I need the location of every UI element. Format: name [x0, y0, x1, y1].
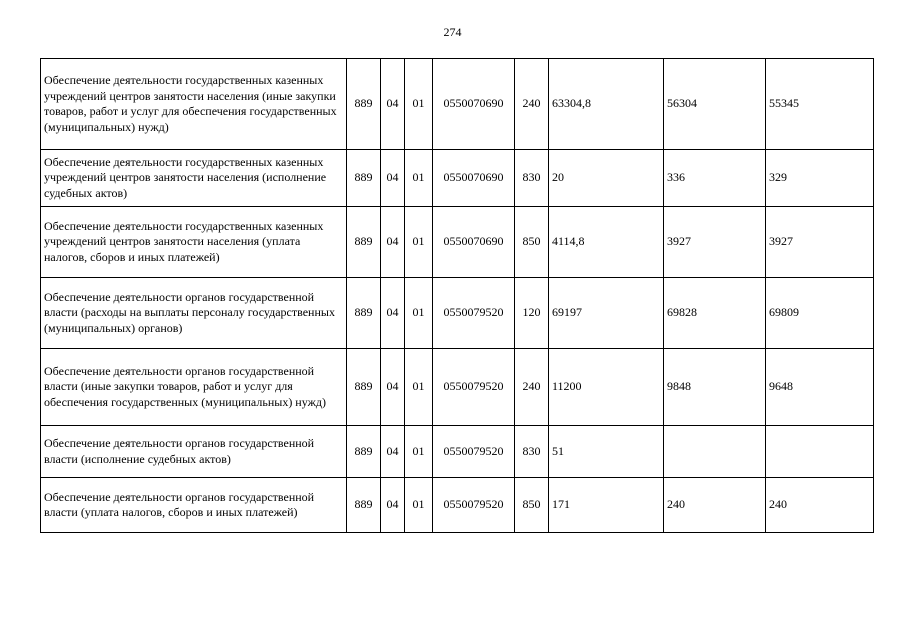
value-2-cell — [664, 426, 766, 478]
table-row — [41, 59, 874, 150]
value-1-cell: 4114,8 — [549, 207, 664, 278]
ministry-code-cell: 889 — [347, 150, 381, 207]
value-3-cell: 55345 — [766, 59, 874, 150]
value-2-cell: 9848 — [664, 349, 766, 426]
subsection-code-cell: 01 — [405, 150, 433, 207]
section-code-cell: 04 — [381, 349, 405, 426]
value-1-cell: 69197 — [549, 278, 664, 349]
target-article-cell: 0550079520 — [433, 426, 515, 478]
value-2-cell: 3927 — [664, 207, 766, 278]
value-3-cell: 69809 — [766, 278, 874, 349]
expense-type-cell: 830 — [515, 426, 549, 478]
value-2-cell: 336 — [664, 150, 766, 207]
value-2-cell: 56304 — [664, 59, 766, 150]
section-code-cell: 04 — [381, 59, 405, 150]
subsection-code-cell: 01 — [405, 349, 433, 426]
value-2-cell: 240 — [664, 478, 766, 533]
section-code-cell: 04 — [381, 478, 405, 533]
table-row — [41, 426, 874, 478]
section-code-cell: 04 — [381, 426, 405, 478]
table-row — [41, 349, 874, 426]
description-cell: Обеспечение деятельности органов государственной власти (расходы на выплаты персоналу государственных (муниципальных) органов) — [41, 278, 347, 349]
ministry-code-cell: 889 — [347, 478, 381, 533]
subsection-code-cell: 01 — [405, 207, 433, 278]
value-3-cell — [766, 426, 874, 478]
expense-type-cell: 240 — [515, 59, 549, 150]
target-article-cell: 0550079520 — [433, 478, 515, 533]
value-1-cell: 171 — [549, 478, 664, 533]
budget-table — [40, 58, 874, 533]
expense-type-cell: 240 — [515, 349, 549, 426]
value-1-cell: 20 — [549, 150, 664, 207]
value-2-cell: 69828 — [664, 278, 766, 349]
value-3-cell: 329 — [766, 150, 874, 207]
value-1-cell: 51 — [549, 426, 664, 478]
table-row — [41, 150, 874, 207]
target-article-cell: 0550070690 — [433, 207, 515, 278]
ministry-code-cell: 889 — [347, 349, 381, 426]
table-row — [41, 278, 874, 349]
value-1-cell: 63304,8 — [549, 59, 664, 150]
value-3-cell: 9648 — [766, 349, 874, 426]
page-number: 274 — [443, 25, 462, 39]
section-code-cell: 04 — [381, 278, 405, 349]
value-3-cell: 3927 — [766, 207, 874, 278]
description-cell: Обеспечение деятельности государственных казенных учреждений центров занятости населения (исполнение судебных актов) — [41, 150, 347, 207]
description-cell: Обеспечение деятельности государственных казенных учреждений центров занятости населения (иные закупки товаров, работ и услуг для обеспечения государственных (муниципальных) нужд) — [41, 59, 347, 150]
description-cell: Обеспечение деятельности государственных казенных учреждений центров занятости населения (уплата налогов, сборов и иных платежей) — [41, 207, 347, 278]
ministry-code-cell: 889 — [347, 207, 381, 278]
ministry-code-cell: 889 — [347, 426, 381, 478]
table-row — [41, 478, 874, 533]
expense-type-cell: 850 — [515, 478, 549, 533]
ministry-code-cell: 889 — [347, 59, 381, 150]
section-code-cell: 04 — [381, 207, 405, 278]
target-article-cell: 0550079520 — [433, 278, 515, 349]
subsection-code-cell: 01 — [405, 278, 433, 349]
target-article-cell: 0550070690 — [433, 59, 515, 150]
subsection-code-cell: 01 — [405, 478, 433, 533]
target-article-cell: 0550079520 — [433, 349, 515, 426]
ministry-code-cell: 889 — [347, 278, 381, 349]
target-article-cell: 0550070690 — [433, 150, 515, 207]
value-1-cell: 11200 — [549, 349, 664, 426]
description-cell: Обеспечение деятельности органов государственной власти (исполнение судебных актов) — [41, 426, 347, 478]
expense-type-cell: 850 — [515, 207, 549, 278]
expense-type-cell: 830 — [515, 150, 549, 207]
subsection-code-cell: 01 — [405, 426, 433, 478]
description-cell: Обеспечение деятельности органов государственной власти (уплата налогов, сборов и иных платежей) — [41, 478, 347, 533]
expense-type-cell: 120 — [515, 278, 549, 349]
description-cell: Обеспечение деятельности органов государственной власти (иные закупки товаров, работ и услуг для обеспечения государственных (муниципальных) нужд) — [41, 349, 347, 426]
table-row — [41, 207, 874, 278]
section-code-cell: 04 — [381, 150, 405, 207]
subsection-code-cell: 01 — [405, 59, 433, 150]
value-3-cell: 240 — [766, 478, 874, 533]
